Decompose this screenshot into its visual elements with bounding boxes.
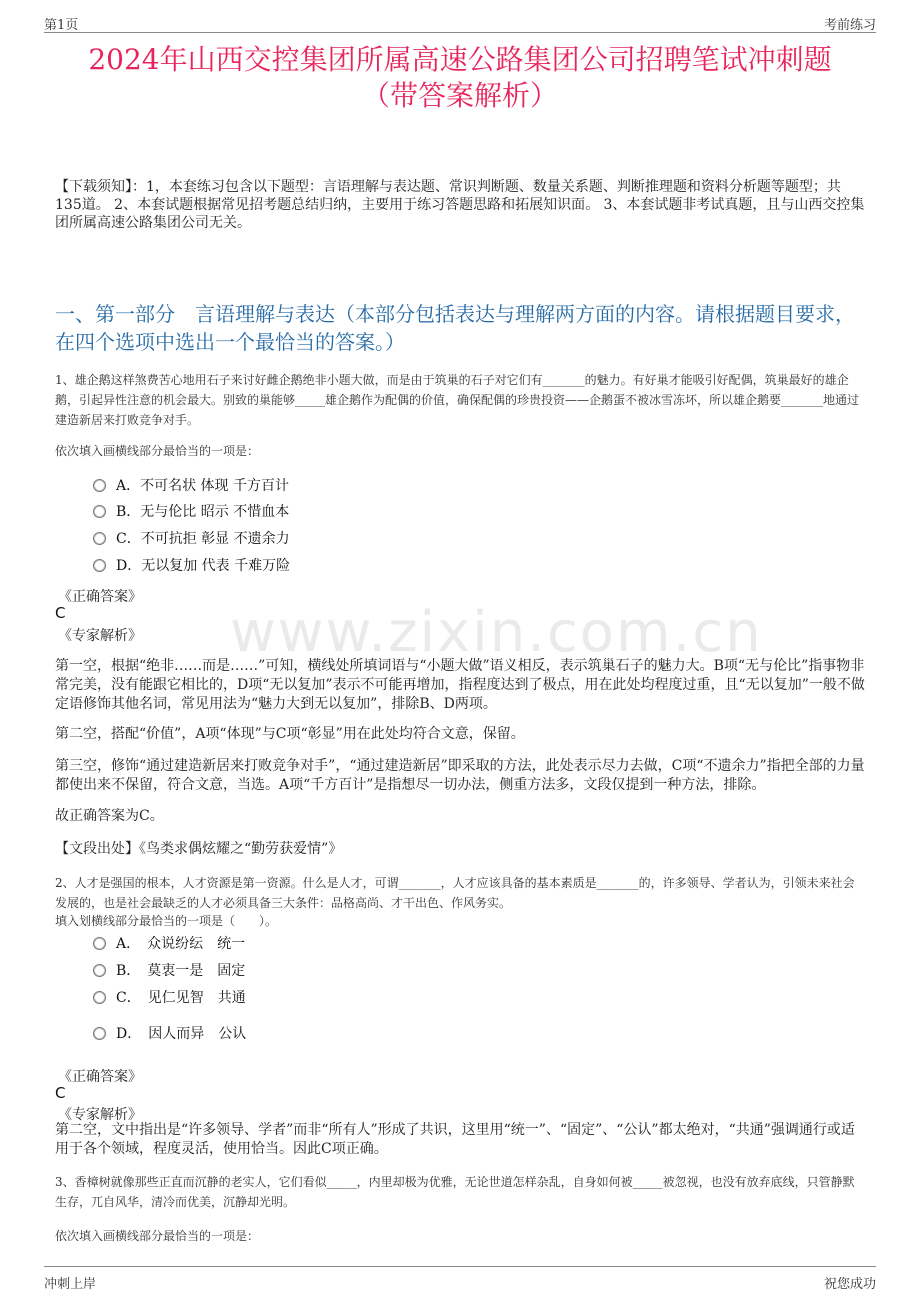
q1-option-d[interactable]: D．无以复加 代表 千难万险 xyxy=(93,556,290,576)
radio-icon[interactable] xyxy=(93,559,106,572)
watermark: www.zixin.com.cn xyxy=(230,600,763,665)
radio-icon[interactable] xyxy=(93,532,106,545)
question-2-stem: 2、人才是强国的根本，人才资源是第一资源。什么是人才，可谓_______，人才应该具备的基本素质是_______的，许多领导、学者认为，引领未来社会发展的，也是社会最缺乏的人才必须具备三大条件：品格高尚、才干出色、作风务实。 xyxy=(55,876,855,910)
footer-left: 冲刺上岸 xyxy=(44,1277,97,1292)
radio-icon[interactable] xyxy=(93,964,106,977)
q2-option-c[interactable]: C． 见仁见智 共通 xyxy=(93,988,246,1008)
q2-option-b[interactable]: B． 莫衷一是 固定 xyxy=(93,961,245,981)
question-2-prompt: 填入划横线部分最恰当的一项是（ ）。 xyxy=(55,914,278,928)
page-header xyxy=(44,10,876,33)
page-number: 第1页 xyxy=(44,18,79,33)
q1-analysis-2: 第二空，搭配“价值”，A项“体现”与C项“彰显”用在此处均符合文意，保留。 xyxy=(55,726,525,742)
q1-analysis-label: 《专家解析》 xyxy=(58,628,142,644)
q2-option-a[interactable]: A． 众说纷纭 统一 xyxy=(93,934,245,954)
q2-analysis: 第二空，文中指出是“许多领导、学者”而非“所有人”形成了共识，这里用“统一”、“固定”、“公认”都太绝对，“共通”强调通行或适用于各个领域，程度灵活，使用恰当。因此C项正确。 xyxy=(55,1122,855,1157)
download-notice: 【下载须知】：1，本套练习包含以下题型：言语理解与表达题、常识判断题、数量关系题、判断推理题和资料分析题等题型；共135道。 2、本套试题根据常见招考题总结归纳，主要用于练习答题思路和拓展知识面。 3、本套试题非考试真题，且与山西交控集团所属高速公路集团公司无关。 xyxy=(55,179,865,231)
question-3-prompt: 依次填入画横线部分最恰当的一项是： xyxy=(55,1229,260,1243)
page-footer xyxy=(44,1266,876,1297)
q1-answer: C xyxy=(55,604,66,622)
q1-option-c[interactable]: C．不可抗拒 彰显 不遗余力 xyxy=(93,529,290,549)
title-line-1: 2024年山西交控集团所属高速公路集团公司招聘笔试冲刺题 xyxy=(88,43,832,76)
radio-icon[interactable] xyxy=(93,1027,106,1040)
q2-answer: C xyxy=(55,1084,66,1102)
radio-icon[interactable] xyxy=(93,937,106,950)
q1-answer-label: 《正确答案》 xyxy=(58,589,142,605)
q1-analysis-1: 第一空，根据“绝非……而是……”可知，横线处所填词语与“小题大做”语义相反，表示筑巢石子的魅力大。B项“无与伦比”指事物非常完美，没有能跟它相比的，D项“无以复加”表示不可能再增加，指程度达到了极点，用在此处均程度过重，且“无以复加”一般不做定语修饰其他名词，常见用法为“魅力大到无以复加”，排除B、D两项。 xyxy=(55,658,865,712)
section-title: 一、第一部分 言语理解与表达（本部分包括表达与理解两方面的内容。请根据题目要求，在四个选项中选出一个最恰当的答案。） xyxy=(55,302,855,354)
q1-option-a[interactable]: A．不可名状 体现 千方百计 xyxy=(93,476,289,496)
radio-icon[interactable] xyxy=(93,991,106,1004)
document-title xyxy=(40,42,880,114)
q1-source: 【文段出处】《鸟类求偶炫耀之“勤劳获爱情”》 xyxy=(55,841,343,857)
header-tag: 考前练习 xyxy=(823,18,876,33)
question-1-stem: 1、雄企鹅这样煞费苦心地用石子来讨好雌企鹅绝非小题大做，而是由于筑巢的石子对它们有_______的魅力。有好巢才能吸引好配偶，筑巢最好的雄企鹅，引起异性注意的机会最大。别致的巢能够_____雄企鹅作为配偶的价值，确保配偶的珍贵投资——企鹅蛋不被冰雪冻坏，所以雄企鹅要_______地通过建造新居来打败竞争对手。 xyxy=(55,373,860,427)
q2-analysis-label: 《专家解析》 xyxy=(58,1107,142,1123)
q1-analysis-3: 第三空，修饰“通过建造新居来打败竞争对手”，“通过建造新居”即采取的方法，此处表示尽力去做，C项“不遗余力”指把全部的力量都使出来不保留，符合文意，当选。A项“千方百计”是指想尽一切办法，侧重方法多，文段仅提到一种方法，排除。 xyxy=(55,758,865,793)
radio-icon[interactable] xyxy=(93,479,106,492)
q1-analysis-4: 故正确答案为C。 xyxy=(55,808,164,824)
q1-option-b[interactable]: B．无与伦比 昭示 不惜血本 xyxy=(93,502,289,522)
footer-right: 祝您成功 xyxy=(823,1277,876,1292)
radio-icon[interactable] xyxy=(93,505,106,518)
question-3-stem: 3、香樟树就像那些正直而沉静的老实人，它们看似_____，内里却极为优雅，无论世道怎样杂乱，自身如何被_____被忽视，也没有放弃底线，只管静默生存，兀自风华，清冷而优美，沉静却光明。 xyxy=(55,1175,855,1209)
q2-answer-label: 《正确答案》 xyxy=(58,1069,142,1085)
title-line-2: （带答案解析） xyxy=(361,79,558,112)
q2-option-d[interactable]: D． 因人而异 公认 xyxy=(93,1024,246,1044)
question-1-prompt: 依次填入画横线部分最恰当的一项是： xyxy=(55,444,260,458)
